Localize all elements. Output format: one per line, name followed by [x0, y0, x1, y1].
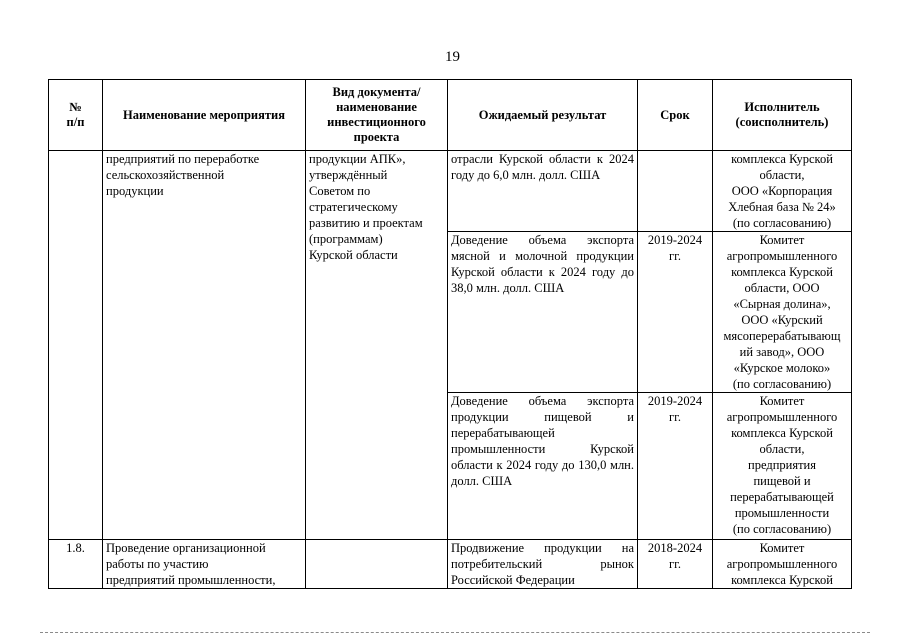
- header-num: № п/п: [49, 80, 103, 151]
- page-bottom-divider: [40, 632, 870, 634]
- header-result: Ожидаемый результат: [448, 80, 638, 151]
- header-executor: Исполнитель (соисполнитель): [713, 80, 852, 151]
- header-term: Срок: [638, 80, 713, 151]
- table-row: [49, 151, 852, 232]
- result-cell: отрасли Курской области к 2024 году до 6,0 млн. долл. США: [448, 151, 638, 232]
- measure-name-cell: предприятий по переработке сельскохозяйственной продукции: [103, 151, 306, 540]
- result-cell: Продвижение продукции на потребительский рынок Российской Федерации: [448, 540, 638, 589]
- result-cell: Доведение объема экспорта продукции пищевой и перерабатывающей промышленности Курской области к 2024 году до 130,0 млн. долл. США: [448, 393, 638, 540]
- document-cell: [306, 540, 448, 589]
- row-num-cell: 1.8.: [49, 540, 103, 589]
- term-cell: 2019-2024 гг.: [638, 393, 713, 540]
- executor-cell: Комитет агропромышленного комплекса Курской области, ООО «Сырная долина», ООО «Курский мясоперерабатывающ ий завод», ООО «Курское молоко» (по согласованию): [713, 232, 852, 393]
- page-number: 19: [445, 49, 460, 65]
- table-header-row: [49, 80, 852, 151]
- table-row: [49, 540, 852, 589]
- term-cell: [638, 151, 713, 232]
- document-cell: продукции АПК», утверждённый Советом по стратегическому развитию и проектам (программам) Курской области: [306, 151, 448, 540]
- header-doc: Вид документа/ наименование инвестиционного проекта: [306, 80, 448, 151]
- header-name: Наименование мероприятия: [103, 80, 306, 151]
- result-cell: Доведение объема экспорта мясной и молочной продукции Курской области к 2024 году до 38,0 млн. долл. США: [448, 232, 638, 393]
- executor-cell: Комитет агропромышленного комплекса Курской: [713, 540, 852, 589]
- executor-cell: Комитет агропромышленного комплекса Курской области, предприятия пищевой и перерабатывающей промышленности (по согласованию): [713, 393, 852, 540]
- measures-table: [48, 79, 852, 589]
- measure-name-cell: Проведение организационной работы по участию предприятий промышленности,: [103, 540, 306, 589]
- executor-cell: комплекса Курской области, ООО «Корпорация Хлебная база № 24» (по согласованию): [713, 151, 852, 232]
- term-cell: 2019-2024 гг.: [638, 232, 713, 393]
- row-num-cell: [49, 151, 103, 540]
- term-cell: 2018-2024 гг.: [638, 540, 713, 589]
